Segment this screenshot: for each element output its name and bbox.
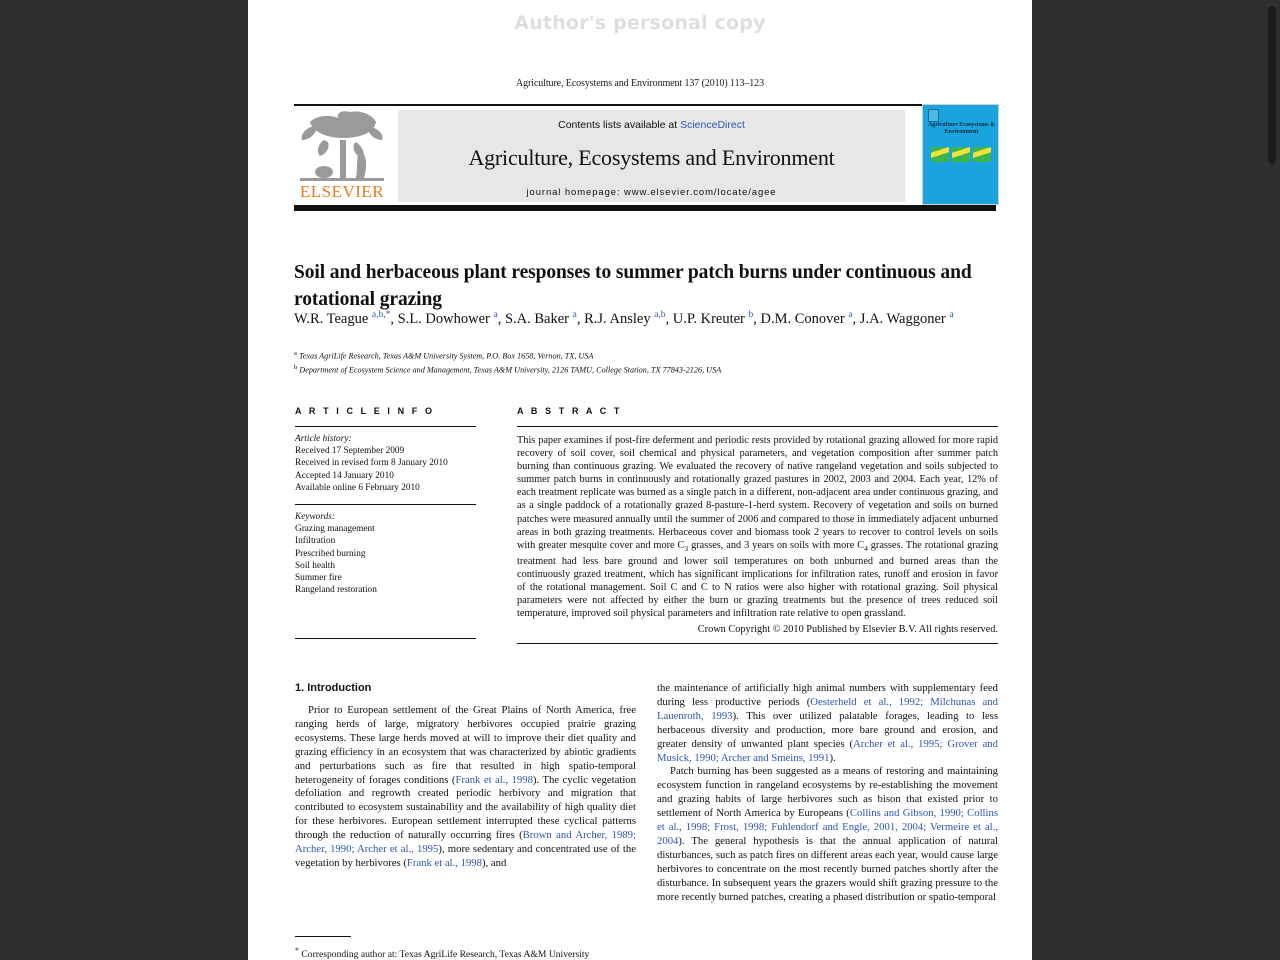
page-title: Soil and herbaceous plant responses to summer patch burns under continuous and rotational grazing: [294, 262, 972, 311]
keyword-items: [295, 523, 476, 596]
keyword-item: Summer fire: [295, 573, 342, 584]
vertical-scrollbar[interactable]: [1264, 0, 1280, 960]
journal-header: [294, 104, 996, 211]
elsevier-wordmark: ELSEVIER: [299, 182, 385, 201]
abstract-text: This paper examines if post-fire deferment and periodic rests provided by rotational grazing allowed for more rapid recovery of soil cover, soil chemical and physical parameters, and vegetation composition after summer patch burning than continuous grazing. We evaluated the recovery of native rangeland vegetation and soils subjected to summer patch burns in continuously and rotationally grazed pastures in 2002, 2003 and 2004. Each year, 12% of each treatment replicate was burned as a single patch in a different, non-adjacent area under continuous grazing, and as a single paddock of a rotationally grazed 8-pasture-1-herd system. Recovery of vegetation and soils on burned patches were measured annually until the summer of 2006 and compared to those in immediately adjacent unburned areas in both grazing treatments. Herbaceous cover and biomass took 2 years to recover to control levels on soils with greater mesquite cover and more $C_3$ grasses, and 3 years on soils with more $C_4$ grasses. The rotational grazing treatment had less bare ground and lower soil temperatures on both unburned and burned areas than the continuously grazed treatment, which has significant implications for infiltration rates, runoff and erosion in favor of the rotational management. Soil C and C to N ratios were also higher with rotational grazing. Soil physical parameters were not affected by either the burn or grazing treatments but the presence of trees reduced soil temperature, improved soil physical parameters and infiltration rate relative to open grassland.: [517, 435, 998, 620]
scrollbar-thumb[interactable]: [1268, 6, 1276, 164]
watermark-authors-personal-copy: Author's personal copy: [514, 12, 766, 34]
sciencedirect-link[interactable]: ScienceDirect: [680, 119, 745, 131]
article-info-panel: [295, 406, 476, 639]
article-history-items: [295, 445, 476, 494]
footnote-rule: [295, 936, 351, 937]
article-history-item: Accepted 14 January 2010: [295, 470, 394, 481]
intro-paragraphs-left: [295, 704, 636, 871]
section-heading-introduction: 1. Introduction: [295, 682, 372, 694]
article-history-label: Article history:: [295, 434, 352, 444]
keyword-item: Prescribed burning: [295, 548, 366, 559]
header-rule-top: [294, 104, 945, 106]
article-history-item: Received in revised form 8 January 2010: [295, 458, 448, 469]
copyright-notice: Crown Copyright © 2010 Published by Elsevier B.V. All rights reserved.: [697, 624, 998, 636]
document-page: [248, 0, 1032, 960]
corresponding-author-footnote: [295, 936, 636, 960]
journal-title: Agriculture, Ecosystems and Environment: [468, 145, 835, 170]
keyword-item: Rangeland restoration: [295, 585, 377, 596]
article-info-rule-2: [295, 504, 476, 505]
contents-available-line: [398, 110, 905, 131]
footnote-text: * Corresponding author at: Texas AgriLife Research, Texas A&M University: [295, 946, 590, 960]
abstract-rule-bottom: [517, 643, 998, 644]
article-info-rule-1: [295, 426, 476, 427]
keyword-item: Soil health: [295, 560, 336, 571]
body-paragraph: the maintenance of artificially high animal numbers with supplementary feed during less productive periods (Oesterheld et al., 1992; Milchunas and Lauenroth, 1993). This over utilized palatable forages, leading to less herbaceous diversity and production, more bare ground and erosion, and greater density of unwanted plant species (Archer et al., 1995; Grover and Musick, 1990; Archer and Smeins, 1991).: [657, 682, 999, 764]
abstract-panel: [517, 406, 998, 644]
affiliation-item: $^a$ Texas AgriLife Research, Texas A&M University System, P.O. Box 1658, Vernon, TX, USA: [294, 350, 594, 361]
keyword-item: Grazing management: [295, 524, 375, 535]
intro-paragraphs-right: [657, 682, 998, 905]
article-info-rule-3: [295, 638, 476, 639]
cover-icon-2: [952, 147, 970, 162]
cover-journal-title: Agriculture Ecosystems & Environment: [927, 122, 996, 135]
body-paragraph: Patch burning has been suggested as a means of restoring and maintaining ecosystem function in rangeland ecosystems by re-establishing the movement and grazing habits of large herbivores such as bison that existed prior to settlement of North America by Europeans (Collins and Gibson, 1990; Collins et al., 1998; Frost, 1998; Fuhlendorf and Engle, 2001, 2004; Vermeire et al., 2004). The general hypothesis is that the annual application of natural disturbances, such as patch fires on different areas each year, would cause large herbivores to concentrate on the most recently burned patches shortly after the disturbance. In subsequent years the grazers would shift grazing pressure to the more recently burned patches, creating a phased distribution or spatio-temporal: [657, 765, 998, 903]
author-list: W.R. Teague $^{a,b,*}$, S.L. Dowhower $^a$, S.A. Baker $^a$, R.J. Ansley $^{a,b}$, U.P. Kreuter $^b$, D.M. Conover $^a$, J.A. Waggoner $^a$: [294, 310, 954, 327]
article-info-heading: A R T I C L E I N F O: [295, 406, 435, 416]
body-paragraph: Prior to European settlement of the Great Plains of North America, free ranging herds of large, migratory herbivores occupied prairie grazing ecosystems. These large herds moved at will to improve their diet quality and grazing efficiency in an ecosystem that was characterized by abiotic gradients and perturbations such as fire that resulted in high spatio-temporal heterogeneity of forages conditions (Frank et al., 1998). The cyclic vegetation defoliation and regrowth created periodic herbivory and migration that contributed to ecosystem sustainability and the availability of high quality diet for these herbivores. European settlement interrupted these cyclical patterns through the reduction of naturally occurring fires (Brown and Archer, 1989; Archer, 1990; Archer et al., 1995), more sedentary and concentrated use of the vegetation by herbivores (Frank et al., 1998), and: [295, 704, 636, 869]
body-column-right: [657, 682, 998, 905]
cover-icon-3: [973, 147, 991, 162]
running-head-citation: Agriculture, Ecosystems and Environment 137 (2010) 113–123: [516, 78, 764, 89]
article-history-block: [295, 433, 476, 494]
affiliation-item: $^b$ Department of Ecosystem Science and Management, Texas A&M University, 2126 TAMU, College Station, TX 77843-2126, USA: [294, 364, 722, 375]
abstract-heading: A B S T R A C T: [517, 406, 622, 416]
keyword-item: Infiltration: [295, 536, 336, 547]
elsevier-tree-icon: [294, 110, 390, 184]
elsevier-logo: [294, 110, 390, 202]
journal-homepage: journal homepage: www.elsevier.com/locate/agee: [526, 187, 777, 198]
affiliation-list: [294, 348, 994, 376]
contents-prefix: Contents lists available at: [558, 119, 681, 131]
article-history-item: Received 17 September 2009: [295, 446, 405, 457]
article-history-item: Available online 6 February 2010: [295, 482, 420, 493]
journal-cover-thumbnail: [922, 104, 999, 205]
body-column-left: [295, 682, 636, 871]
cover-icon-1: [931, 147, 949, 162]
cover-elsevier-mark: [928, 109, 939, 122]
keywords-label: Keywords:: [295, 512, 335, 523]
keywords-block: [295, 511, 476, 596]
cover-field-icons: [931, 147, 991, 162]
journal-header-band: [398, 110, 905, 202]
abstract-rule-top: [517, 426, 998, 427]
header-rule-bottom: [294, 205, 996, 211]
